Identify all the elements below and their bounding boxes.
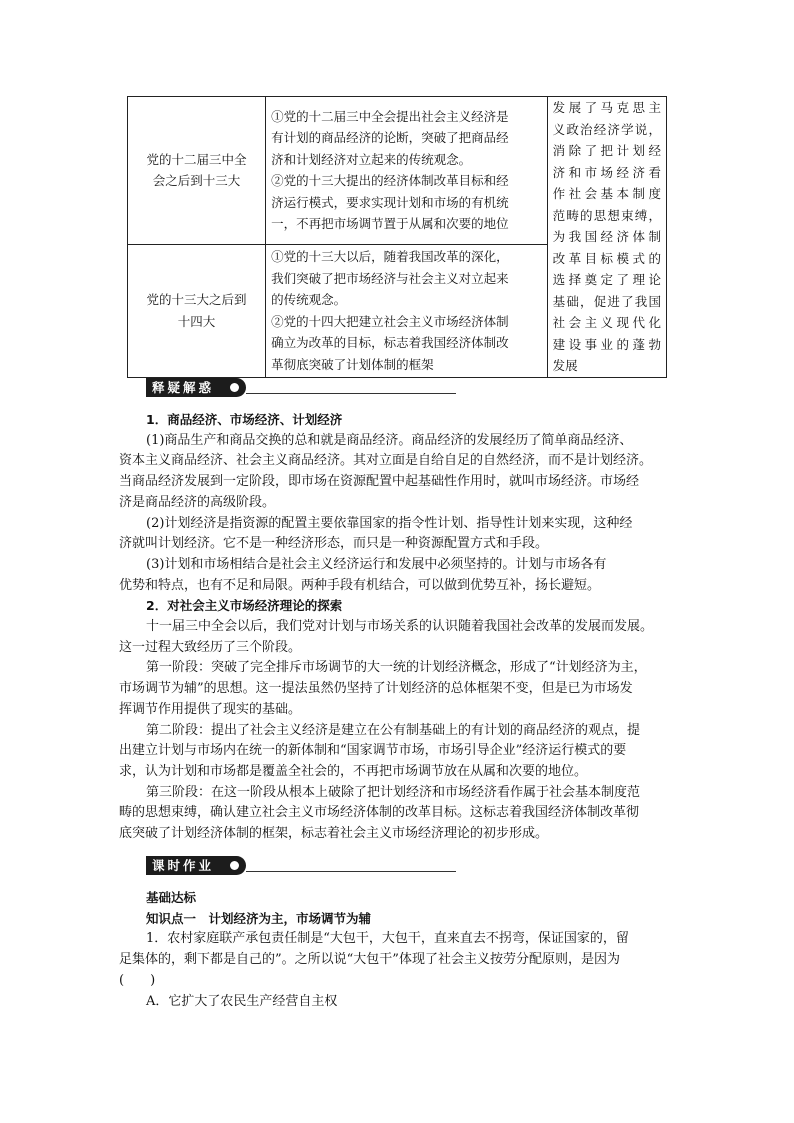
content-cell bbox=[266, 244, 548, 377]
question-line: 足集体的，剩下都是自己的”。之所以说“大包干”体现了社会主义按劳分配原则，是因为 bbox=[119, 952, 620, 968]
period-text: 党的十二届三中全 bbox=[146, 151, 247, 167]
subheading: 知识点一 计划经济为主，市场调节为辅 bbox=[146, 910, 372, 926]
bullet-dot-icon bbox=[230, 383, 239, 392]
significance-text: 为我国经济体制 bbox=[552, 229, 661, 244]
homework-body bbox=[119, 888, 679, 1012]
content-text: 有计划的商品经济的论断，突破了把商品经 bbox=[271, 130, 509, 146]
section-title: 释疑解惑 bbox=[152, 380, 215, 395]
content-text: 我们突破了把市场经济与社会主义对立起来 bbox=[271, 270, 509, 286]
section-title: 课时作业 bbox=[152, 858, 215, 873]
subheading: 1．商品经济、市场经济、计划经济 bbox=[146, 412, 343, 427]
section-header-homework bbox=[146, 856, 456, 876]
paragraph-line: 优势和特点，也有不足和局限。两种手段有机结合，可以做到优势互补，扬长避短。 bbox=[119, 577, 601, 593]
paragraph-line: 出建立计划与市场内在统一的新体制和“国家调节市场，市场引导企业”经济运行模式的要 bbox=[119, 743, 627, 759]
paragraph-line: 第二阶段：提出了社会主义经济是建立在公有制基础上的有计划的商品经济的观点，提 bbox=[146, 722, 641, 738]
significance-text: 消除了把计划经 bbox=[552, 143, 661, 158]
paragraph-line: 挥调节作用提供了现实的基础。 bbox=[119, 701, 302, 717]
question-line: 1．农村家庭联产承包责任制是“大包干，大包干，直来直去不拐弯，保证国家的，留 bbox=[146, 931, 629, 947]
paragraph-line: 市场调节为辅”的思想。这一提法虽然仍坚持了计划经济的总体框架不变，但是已为市场发 bbox=[119, 681, 633, 697]
significance-text: 社会主义现代化 bbox=[552, 315, 661, 330]
content-text: 一，不再把市场调节置于从属和次要的地位 bbox=[271, 216, 509, 232]
reform-summary-table bbox=[127, 96, 667, 378]
period-cell bbox=[128, 244, 266, 377]
period-cell bbox=[128, 97, 266, 245]
period-text: 会之后到十三大 bbox=[152, 173, 241, 189]
significance-text: 基础，促进了我国 bbox=[552, 293, 661, 309]
paragraph-line: (1)商品生产和商品交换的总和就是商品经济。商品经济的发展经历了简单商品经济、 bbox=[146, 432, 633, 448]
significance-text: 发展 bbox=[552, 358, 578, 373]
content-text: 的传统观念。 bbox=[271, 292, 347, 308]
significance-text: 改革目标模式的 bbox=[552, 250, 661, 266]
bullet-dot-icon bbox=[230, 861, 239, 870]
divider bbox=[246, 871, 456, 872]
content-text: ②党的十四大把建立社会主义市场经济体制 bbox=[271, 313, 509, 329]
paragraph-line: 济是商品经济的高级阶段。 bbox=[119, 494, 276, 510]
section-header-pill bbox=[146, 378, 246, 397]
period-text: 党的十三大之后到 bbox=[146, 292, 247, 308]
significance-text: 范畴的思想束缚， bbox=[552, 207, 661, 223]
paragraph-line: 资本主义商品经济、社会主义商品经济。其对立面是自给自足的自然经济，而不是计划经济。 bbox=[119, 453, 653, 469]
table-row bbox=[128, 97, 667, 245]
significance-text: 建设事业的蓬勃 bbox=[552, 336, 661, 352]
paragraph-line: 第三阶段：在这一阶段从根本上破除了把计划经济和市场经济看作属于社会基本制度范 bbox=[146, 784, 641, 800]
paragraph-line: 这一过程大致经历了三个阶段。 bbox=[119, 639, 302, 655]
content-cell bbox=[266, 97, 548, 245]
content-text: ②党的十三大提出的经济体制改革目标和经 bbox=[271, 173, 509, 189]
significance-text: 选择奠定了理论 bbox=[552, 272, 661, 287]
subheading: 2．对社会主义市场经济理论的探索 bbox=[146, 598, 343, 614]
paragraph-line: 当商品经济发展到一定阶段，即市场在资源配置中起基础性作用时，就叫市场经济。市场经 bbox=[119, 474, 640, 490]
paragraph-line: 第一阶段：突破了完全排斥市场调节的大一统的计划经济概念，形成了“计划经济为主， bbox=[146, 660, 647, 676]
paragraph-line: 济就叫计划经济。它不是一种经济形态，而只是一种资源配置方式和手段。 bbox=[119, 536, 549, 552]
divider bbox=[246, 393, 456, 394]
significance-text: 作社会基本制度 bbox=[552, 186, 661, 201]
content-text: ①党的十二届三中全会提出社会主义经济是 bbox=[271, 108, 509, 124]
paragraph-line: (3)计划和市场相结合是社会主义经济运行和发展中必须坚持的。计划与市场各有 bbox=[146, 556, 607, 572]
content-text: 确立为改革的目标，标志着我国经济体制改 bbox=[271, 335, 509, 351]
content-text: ①党的十三大以后，随着我国改革的深化， bbox=[271, 249, 509, 265]
paragraph-line: 求，认为计划和市场都是覆盖全社会的，不再把市场调节放在从属和次要的地位。 bbox=[119, 763, 588, 779]
significance-text: 济和市场经济看 bbox=[552, 164, 661, 180]
answer-blank: ( ) bbox=[119, 972, 156, 988]
significance-text: 义政治经济学说， bbox=[552, 121, 661, 137]
faq-body bbox=[119, 410, 679, 845]
paragraph-line: 底突破了计划经济体制的框架，标志着社会主义市场经济理论的初步形成。 bbox=[119, 826, 549, 842]
section-header-faq bbox=[146, 378, 456, 398]
paragraph-line: (2)计划经济是指资源的配置主要依靠国家的指令性计划、指导性计划来实现，这种经 bbox=[146, 515, 633, 531]
section-header-pill bbox=[146, 856, 246, 875]
paragraph-line: 十一届三中全会以后，我们党对计划与市场关系的认识随着我国社会改革的发展而发展。 bbox=[146, 619, 654, 635]
significance-cell bbox=[547, 97, 666, 378]
content-text: 革彻底突破了计划体制的框架 bbox=[271, 356, 434, 372]
content-text: 济和计划经济对立起来的传统观念。 bbox=[271, 151, 472, 167]
significance-text: 发展了马克思主 bbox=[552, 100, 661, 115]
content-text: 济运行模式，要求实现计划和市场的有机统 bbox=[271, 194, 509, 210]
answer-option: A．它扩大了农民生产经营自主权 bbox=[146, 993, 338, 1009]
period-text: 十四大 bbox=[177, 313, 216, 329]
subheading: 基础达标 bbox=[146, 890, 197, 905]
paragraph-line: 畴的思想束缚，确认建立社会主义市场经济体制的改革目标。这标志着我国经济体制改革彻 bbox=[119, 805, 640, 821]
